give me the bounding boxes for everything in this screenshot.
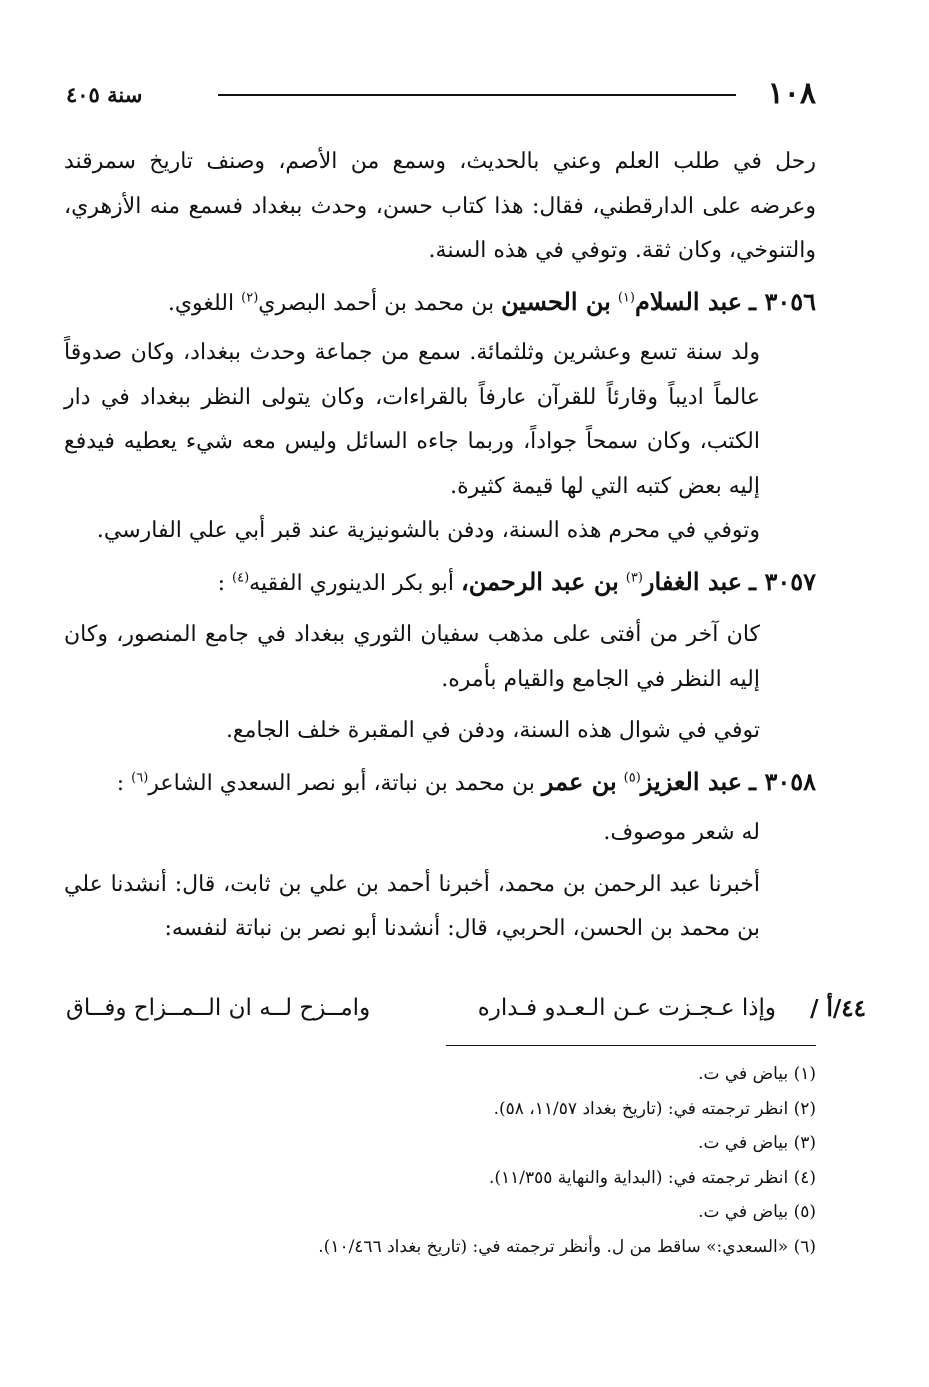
footnote-ref: (٥)	[623, 770, 641, 786]
footnote-ref: (٤)	[232, 570, 250, 586]
footnotes	[120, 1057, 816, 1264]
entry-number: ٣٠٥٧ ـ	[749, 566, 816, 596]
entry-number: ٣٠٥٨ ـ	[749, 766, 816, 796]
footnote-ref: (٦)	[131, 770, 149, 786]
footnote: (٥) بياض في ت.	[698, 1202, 816, 1222]
entry-name: عبد العزيز	[640, 766, 743, 796]
entry-heading-3056	[64, 280, 816, 327]
footnote-separator	[446, 1045, 816, 1046]
entry-name: عبد السلام	[634, 286, 743, 316]
paragraph: رحل في طلب العلم وعني بالحديث، وسمع من الأصم، وصنف تاريخ سمرقند وعرضه على الدارقطني، فقال: هذا كتاب حسن، وحدث ببغداد فسمع منه الأزهري، والتنوخي، وكان ثقة. وتوفي في هذه السنة.	[64, 149, 816, 263]
header-rule	[218, 94, 736, 96]
paragraph: له شعر موصوف.	[603, 820, 760, 845]
paragraph: أخبرنا عبد الرحمن بن محمد، أخبرنا أحمد بن علي بن ثابت، قال: أنشدنا علي بن محمد بن الحسن، الحربي، قال: أنشدنا أبو نصر بن نباتة لنفسه:	[64, 871, 760, 941]
entry-name-father: بن عمر	[541, 766, 617, 796]
entry-name-father: بن الحسين	[501, 286, 611, 316]
entry-heading-3057	[64, 560, 816, 607]
entry-tail: اللغوي.	[167, 290, 235, 316]
paragraph: ولد سنة تسع وعشرين وثلثمائة. سمع من جماعة وحدث ببغداد، وكان صدوقاً عالماً اديباً وقارئاً للقرآن عارفاً بالقراءات، وكان يتولى النظر ببغداد في دار الكتب، وكان سمحاً جواداً، وربما جاءه السائل وليس معه شيء يعطيه فيدفع إليه بعض كتبه التي لها قيمة كثيرة.	[64, 340, 760, 499]
entry-name-father: بن عبد الرحمن،	[461, 566, 619, 596]
footnote: (٢) انظر ترجمته في: (تاريخ بغداد ١١/٥٧، ٥٨).	[493, 1098, 816, 1119]
footnote-ref: (١)	[617, 290, 635, 306]
verse-first-hemistich: وإذا عـجـزت عـن الـعـدو فـداره	[477, 995, 776, 1021]
running-header	[66, 72, 816, 112]
paragraph: وتوفي في محرم هذه السنة، ودفن بالشونيزية عند قبر أبي علي الفارسي.	[96, 518, 760, 543]
entry-number: ٣٠٥٦ ـ	[749, 286, 816, 316]
footnote: (١) بياض في ت.	[698, 1064, 816, 1084]
entry-tail: :	[217, 570, 226, 596]
running-title-year: سنة ٤٠٥	[66, 82, 143, 107]
entry-lineage: بن محمد بن نباتة، أبو نصر السعدي الشاعر	[148, 770, 535, 796]
page-number: ١٠٨	[767, 76, 816, 111]
entry-lineage: أبو بكر الدينوري الفقيه	[249, 570, 454, 596]
entry-heading-3058	[64, 760, 816, 807]
entry-lineage: بن محمد بن أحمد البصري	[258, 290, 495, 316]
footnote-ref: (٢)	[241, 290, 259, 306]
folio-marker: ٤٤/أ /	[810, 995, 866, 1022]
entry-name: عبد الغفار	[642, 566, 743, 596]
main-text	[64, 140, 816, 952]
poem-verse	[66, 995, 866, 1035]
footnote: (٤) انظر ترجمته في: (البداية والنهاية ١١/٣٥٥).	[488, 1167, 816, 1188]
footnote-ref: (٣)	[625, 570, 643, 586]
footnote: (٣) بياض في ت.	[698, 1133, 816, 1153]
verse-second-hemistich: وامــزح لــه ان الــمــزاح وفــاق	[66, 995, 371, 1021]
footnote: (٦) «السعدي:» ساقط من ل. وأنظر ترجمته في: (تاريخ بغداد ١٠/٤٦٦).	[318, 1236, 816, 1257]
paragraph: كان آخر من أفتى على مذهب سفيان الثوري ببغداد في جامع المنصور، وكان إليه النظر في الجامع والقيام بأمره.	[64, 622, 760, 692]
paragraph: توفي في شوال هذه السنة، ودفن في المقبرة خلف الجامع.	[225, 718, 760, 743]
entry-tail: :	[116, 770, 125, 796]
